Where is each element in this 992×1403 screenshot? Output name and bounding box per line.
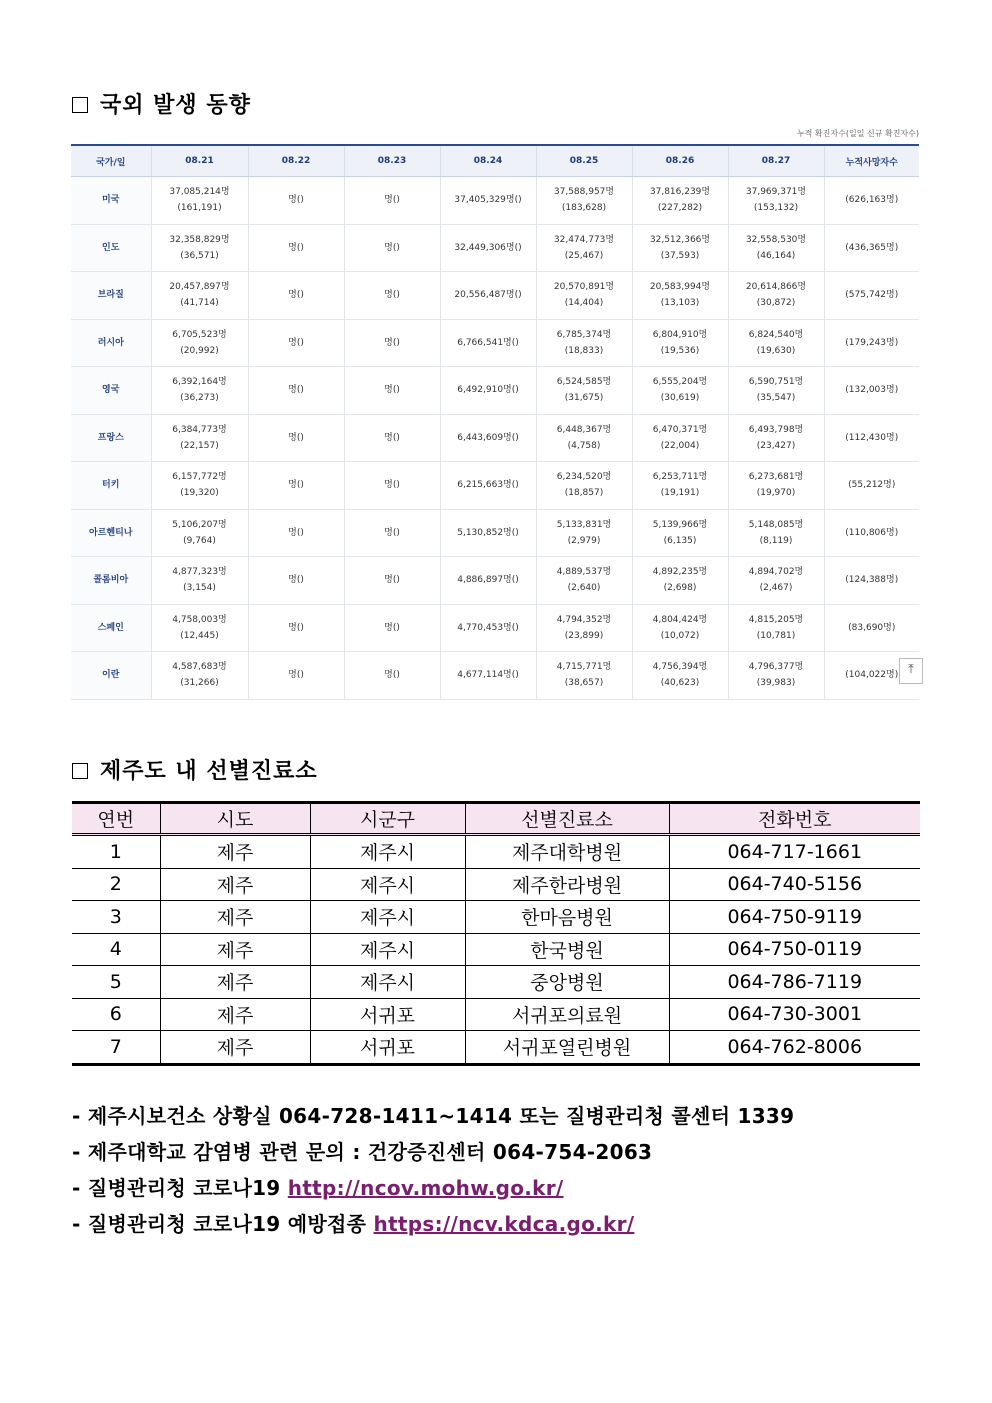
count-cell bbox=[151, 604, 248, 652]
cumulative-count: 4,894,702명 bbox=[748, 567, 804, 578]
table-cell: 5 bbox=[72, 966, 160, 999]
count-cell: 명() bbox=[344, 414, 440, 462]
daily-count: (10,781) bbox=[756, 630, 796, 641]
table-cell: 중앙병원 bbox=[465, 966, 669, 999]
daily-count: (12,445) bbox=[180, 630, 219, 641]
count-cell bbox=[728, 509, 824, 557]
cumulative-count: 4,715,771명 bbox=[556, 662, 612, 673]
cumulative-count: 6,493,798명 bbox=[748, 424, 804, 435]
count-cell: 명() bbox=[344, 604, 440, 652]
table-row bbox=[71, 414, 919, 462]
count-cell bbox=[728, 414, 824, 462]
daily-count: (25,467) bbox=[564, 250, 604, 261]
table-cell: 한마음병원 bbox=[465, 901, 669, 934]
table-row bbox=[71, 272, 919, 320]
count-cell: 4,886,897명() bbox=[440, 557, 536, 605]
country-cell: 스페인 bbox=[71, 604, 151, 652]
table-row bbox=[72, 901, 920, 934]
cumulative-count: 6,234,520명 bbox=[556, 472, 612, 483]
count-cell: 5,130,852명() bbox=[440, 509, 536, 557]
table-row bbox=[71, 652, 919, 700]
cumulative-count: 37,816,239명 bbox=[649, 187, 711, 198]
contact-link[interactable]: https://ncv.kdca.go.kr/ bbox=[373, 1212, 635, 1236]
cumulative-count: 6,804,910명 bbox=[652, 329, 708, 340]
cumulative-count: 32,358,829명 bbox=[169, 234, 230, 245]
daily-count: (31,266) bbox=[180, 678, 219, 689]
count-cell: 명() bbox=[248, 367, 344, 415]
table-cell: 064-717-1661 bbox=[669, 835, 920, 869]
table-row bbox=[71, 224, 919, 272]
daily-count: (22,004) bbox=[660, 440, 700, 451]
column-header: 전화번호 bbox=[669, 803, 920, 835]
table-cell: 1 bbox=[72, 835, 160, 869]
daily-count: (10,072) bbox=[660, 630, 700, 641]
cumulative-count: 5,133,831명 bbox=[556, 519, 612, 530]
table-cell: 제주 bbox=[160, 998, 310, 1031]
table-cell: 제주시 bbox=[310, 835, 465, 869]
count-cell: 명() bbox=[344, 319, 440, 367]
daily-count: (19,970) bbox=[756, 488, 796, 499]
daily-count: (46,164) bbox=[756, 250, 796, 261]
count-cell: 명() bbox=[344, 652, 440, 700]
count-cell bbox=[151, 414, 248, 462]
count-cell: 명() bbox=[248, 177, 344, 225]
table-row bbox=[72, 1031, 920, 1065]
count-cell bbox=[632, 557, 728, 605]
daily-count: (6,135) bbox=[663, 535, 697, 546]
cumulative-count: 4,796,377명 bbox=[748, 662, 804, 673]
count-cell: 명() bbox=[248, 272, 344, 320]
deaths-cell: (112,430명) bbox=[824, 414, 919, 462]
daily-count: (22,157) bbox=[180, 440, 219, 451]
table-cell: 서귀포의료원 bbox=[465, 998, 669, 1031]
daily-count: (2,979) bbox=[567, 535, 601, 546]
overseas-section-title bbox=[72, 88, 251, 119]
cumulative-count: 37,588,957명 bbox=[553, 187, 615, 198]
table-row bbox=[71, 557, 919, 605]
deaths-cell: (110,806명) bbox=[824, 509, 919, 557]
contact-list bbox=[72, 1101, 794, 1245]
count-cell bbox=[728, 367, 824, 415]
daily-count: (183,628) bbox=[561, 203, 607, 214]
count-cell bbox=[728, 319, 824, 367]
contact-line bbox=[72, 1173, 794, 1209]
cumulative-count: 20,570,891명 bbox=[553, 282, 615, 293]
count-cell bbox=[536, 604, 632, 652]
count-cell bbox=[536, 367, 632, 415]
cumulative-count: 5,106,207명 bbox=[172, 519, 227, 530]
count-cell: 명() bbox=[344, 272, 440, 320]
table-row bbox=[72, 966, 920, 999]
cumulative-count: 37,969,371명 bbox=[745, 187, 807, 198]
country-cell: 콜롬비아 bbox=[71, 557, 151, 605]
country-cell: 러시아 bbox=[71, 319, 151, 367]
contact-text: - 제주대학교 감염병 관련 문의 : 건강증진센터 064-754-2063 bbox=[72, 1140, 653, 1164]
country-cell: 프랑스 bbox=[71, 414, 151, 462]
count-cell bbox=[151, 462, 248, 510]
contact-line bbox=[72, 1137, 794, 1173]
table-cell: 제주한라병원 bbox=[465, 868, 669, 901]
deaths-cell: (83,690명) bbox=[824, 604, 919, 652]
count-cell: 명() bbox=[248, 652, 344, 700]
cumulative-count: 20,457,897명 bbox=[169, 282, 230, 293]
cumulative-count: 4,815,205명 bbox=[748, 614, 804, 625]
count-cell: 명() bbox=[344, 367, 440, 415]
square-bullet-icon bbox=[72, 97, 88, 113]
table-cell: 064-750-0119 bbox=[669, 933, 920, 966]
table-cell: 4 bbox=[72, 933, 160, 966]
table-cell: 서귀포 bbox=[310, 998, 465, 1031]
cumulative-count: 6,392,164명 bbox=[172, 377, 227, 388]
table-row bbox=[71, 604, 919, 652]
count-cell bbox=[536, 177, 632, 225]
count-cell: 명() bbox=[344, 509, 440, 557]
cumulative-count: 6,273,681명 bbox=[748, 472, 804, 483]
table-row bbox=[72, 998, 920, 1031]
count-cell bbox=[632, 414, 728, 462]
daily-count: (18,857) bbox=[564, 488, 604, 499]
daily-count: (13,103) bbox=[660, 298, 700, 309]
count-cell bbox=[536, 462, 632, 510]
deaths-cell: (104,022명) bbox=[824, 652, 919, 700]
table-row bbox=[71, 177, 919, 225]
count-cell bbox=[151, 367, 248, 415]
table-cell: 제주시 bbox=[310, 901, 465, 934]
table-row bbox=[72, 868, 920, 901]
count-cell: 20,556,487명() bbox=[440, 272, 536, 320]
count-cell: 명() bbox=[248, 557, 344, 605]
count-cell: 명() bbox=[248, 509, 344, 557]
count-cell: 명() bbox=[344, 557, 440, 605]
column-header: 시도 bbox=[160, 803, 310, 835]
count-cell bbox=[728, 462, 824, 510]
table-row bbox=[71, 319, 919, 367]
daily-count: (19,536) bbox=[660, 345, 700, 356]
count-cell bbox=[536, 509, 632, 557]
country-cell: 인도 bbox=[71, 224, 151, 272]
cumulative-count: 6,705,523명 bbox=[172, 329, 227, 340]
table-cell: 서귀포열린병원 bbox=[465, 1031, 669, 1065]
cumulative-count: 4,758,003명 bbox=[172, 614, 227, 625]
daily-count: (31,675) bbox=[564, 393, 604, 404]
cumulative-count: 4,587,683명 bbox=[172, 662, 227, 673]
count-cell: 명() bbox=[248, 414, 344, 462]
cumulative-count: 6,448,367명 bbox=[556, 424, 612, 435]
cumulative-count: 4,756,394명 bbox=[652, 662, 708, 673]
daily-count: (37,593) bbox=[660, 250, 700, 261]
daily-count: (2,467) bbox=[759, 583, 793, 594]
overseas-title-text: 국외 발생 동향 bbox=[100, 93, 251, 118]
count-cell bbox=[728, 224, 824, 272]
cumulative-count: 32,474,773명 bbox=[553, 234, 615, 245]
cumulative-count: 20,614,866명 bbox=[745, 282, 807, 293]
daily-count: (2,698) bbox=[663, 583, 697, 594]
count-cell: 명() bbox=[344, 462, 440, 510]
daily-count: (2,640) bbox=[567, 583, 601, 594]
count-cell bbox=[728, 177, 824, 225]
table-cell: 한국병원 bbox=[465, 933, 669, 966]
table-cell: 제주시 bbox=[310, 966, 465, 999]
daily-count: (40,623) bbox=[660, 678, 700, 689]
cumulative-count: 6,524,585명 bbox=[556, 377, 612, 388]
square-bullet-icon bbox=[72, 763, 88, 779]
count-cell: 명() bbox=[344, 224, 440, 272]
count-cell bbox=[632, 224, 728, 272]
cumulative-count: 6,785,374명 bbox=[556, 329, 612, 340]
contact-line bbox=[72, 1101, 794, 1137]
overseas-table bbox=[71, 144, 919, 700]
count-cell bbox=[728, 272, 824, 320]
daily-count: (227,282) bbox=[657, 203, 703, 214]
count-cell: 6,492,910명() bbox=[440, 367, 536, 415]
daily-count: (20,992) bbox=[180, 345, 219, 356]
count-cell: 명() bbox=[344, 177, 440, 225]
column-header: 08.21 bbox=[151, 145, 248, 177]
count-cell bbox=[151, 224, 248, 272]
deaths-cell: (124,388명) bbox=[824, 557, 919, 605]
table-cell: 제주대학병원 bbox=[465, 835, 669, 869]
daily-count: (41,714) bbox=[180, 298, 219, 309]
count-cell: 6,443,609명() bbox=[440, 414, 536, 462]
cumulative-count: 20,583,994명 bbox=[649, 282, 711, 293]
count-cell bbox=[632, 177, 728, 225]
table-cell: 064-750-9119 bbox=[669, 901, 920, 934]
country-cell: 브라질 bbox=[71, 272, 151, 320]
table-cell: 064-786-7119 bbox=[669, 966, 920, 999]
daily-count: (23,427) bbox=[756, 440, 796, 451]
table-cell: 제주 bbox=[160, 901, 310, 934]
column-header: 08.24 bbox=[440, 145, 536, 177]
column-header: 선별진료소 bbox=[465, 803, 669, 835]
count-cell bbox=[728, 604, 824, 652]
count-cell: 명() bbox=[248, 462, 344, 510]
clinic-title-text: 제주도 내 선별진료소 bbox=[100, 759, 318, 784]
count-cell: 6,766,541명() bbox=[440, 319, 536, 367]
table-row bbox=[71, 462, 919, 510]
daily-count: (36,571) bbox=[180, 250, 219, 261]
table-row bbox=[71, 509, 919, 557]
table-row bbox=[72, 933, 920, 966]
cumulative-count: 6,590,751명 bbox=[748, 377, 804, 388]
count-cell bbox=[151, 177, 248, 225]
cumulative-count: 5,148,085명 bbox=[748, 519, 804, 530]
cumulative-count: 4,877,323명 bbox=[172, 567, 227, 578]
table-cell: 064-740-5156 bbox=[669, 868, 920, 901]
cumulative-count: 4,892,235명 bbox=[652, 567, 708, 578]
country-cell: 터키 bbox=[71, 462, 151, 510]
daily-count: (19,320) bbox=[180, 488, 219, 499]
count-cell bbox=[632, 319, 728, 367]
country-cell: 영국 bbox=[71, 367, 151, 415]
table-cell: 제주 bbox=[160, 1031, 310, 1065]
contact-text: - 제주시보건소 상황실 064-728-1411~1414 또는 질병관리청 콜센터 1339 bbox=[72, 1104, 795, 1128]
column-header: 08.22 bbox=[248, 145, 344, 177]
daily-count: (23,899) bbox=[564, 630, 604, 641]
clinic-table bbox=[72, 801, 920, 1066]
count-cell bbox=[536, 272, 632, 320]
cumulative-count: 32,558,530명 bbox=[745, 234, 807, 245]
daily-count: (36,273) bbox=[180, 393, 219, 404]
count-cell bbox=[151, 272, 248, 320]
column-header: 08.25 bbox=[536, 145, 632, 177]
count-cell bbox=[151, 652, 248, 700]
count-cell: 37,405,329명() bbox=[440, 177, 536, 225]
table-note: 누적 확진자수(일일 신규 확진자수) bbox=[796, 129, 919, 138]
daily-count: (19,630) bbox=[756, 345, 796, 356]
count-cell bbox=[632, 509, 728, 557]
column-header: 08.26 bbox=[632, 145, 728, 177]
cumulative-count: 6,555,204명 bbox=[652, 377, 708, 388]
daily-count: (38,657) bbox=[564, 678, 604, 689]
daily-count: (8,119) bbox=[759, 535, 793, 546]
cumulative-count: 6,824,540명 bbox=[748, 329, 804, 340]
contact-text: - 질병관리청 코로나19 예방접종 bbox=[72, 1212, 374, 1236]
deaths-cell: (575,742명) bbox=[824, 272, 919, 320]
column-header: 누적사망자수 bbox=[824, 145, 919, 177]
cumulative-count: 6,470,371명 bbox=[652, 424, 708, 435]
count-cell: 4,677,114명() bbox=[440, 652, 536, 700]
count-cell bbox=[632, 652, 728, 700]
cumulative-count: 37,085,214명 bbox=[169, 187, 230, 198]
table-cell: 제주 bbox=[160, 933, 310, 966]
table-row bbox=[72, 835, 920, 869]
daily-count: (30,619) bbox=[660, 393, 700, 404]
cumulative-count: 4,889,537명 bbox=[556, 567, 612, 578]
table-cell: 6 bbox=[72, 998, 160, 1031]
daily-count: (39,983) bbox=[756, 678, 796, 689]
column-header: 시군구 bbox=[310, 803, 465, 835]
cumulative-count: 6,253,711명 bbox=[652, 472, 708, 483]
count-cell bbox=[728, 557, 824, 605]
count-cell: 명() bbox=[248, 224, 344, 272]
table-cell: 064-762-8006 bbox=[669, 1031, 920, 1065]
daily-count: (35,547) bbox=[756, 393, 796, 404]
country-cell: 이란 bbox=[71, 652, 151, 700]
table-cell: 3 bbox=[72, 901, 160, 934]
deaths-cell: (55,212명) bbox=[824, 462, 919, 510]
count-cell bbox=[632, 462, 728, 510]
count-cell bbox=[536, 414, 632, 462]
deaths-cell: (626,163명) bbox=[824, 177, 919, 225]
count-cell bbox=[536, 652, 632, 700]
count-cell bbox=[728, 652, 824, 700]
daily-count: (161,191) bbox=[177, 203, 222, 214]
table-cell: 2 bbox=[72, 868, 160, 901]
table-cell: 7 bbox=[72, 1031, 160, 1065]
deaths-cell: (132,003명) bbox=[824, 367, 919, 415]
cumulative-count: 4,794,352명 bbox=[556, 614, 612, 625]
count-cell: 4,770,453명() bbox=[440, 604, 536, 652]
column-header: 연번 bbox=[72, 803, 160, 835]
daily-count: (9,764) bbox=[183, 535, 216, 546]
daily-count: (14,404) bbox=[564, 298, 604, 309]
count-cell bbox=[536, 319, 632, 367]
contact-line bbox=[72, 1209, 794, 1245]
count-cell bbox=[151, 509, 248, 557]
table-cell: 064-730-3001 bbox=[669, 998, 920, 1031]
count-cell bbox=[632, 604, 728, 652]
count-cell bbox=[151, 557, 248, 605]
count-cell bbox=[632, 272, 728, 320]
count-cell: 명() bbox=[248, 604, 344, 652]
table-cell: 제주 bbox=[160, 868, 310, 901]
cumulative-count: 32,512,366명 bbox=[649, 234, 711, 245]
deaths-cell: (436,365명) bbox=[824, 224, 919, 272]
count-cell bbox=[536, 224, 632, 272]
daily-count: (19,191) bbox=[660, 488, 700, 499]
daily-count: (3,154) bbox=[183, 583, 216, 594]
count-cell: 6,215,663명() bbox=[440, 462, 536, 510]
contact-text: - 질병관리청 코로나19 bbox=[72, 1176, 288, 1200]
column-header: 국가/일 bbox=[71, 145, 151, 177]
cumulative-count: 5,139,966명 bbox=[652, 519, 708, 530]
scroll-to-top-icon[interactable]: ⤒ bbox=[899, 658, 923, 684]
deaths-cell: (179,243명) bbox=[824, 319, 919, 367]
count-cell: 명() bbox=[248, 319, 344, 367]
count-cell bbox=[632, 367, 728, 415]
column-header: 08.23 bbox=[344, 145, 440, 177]
count-cell: 32,449,306명() bbox=[440, 224, 536, 272]
contact-link[interactable]: http://ncov.mohw.go.kr/ bbox=[287, 1176, 564, 1200]
clinic-section-title bbox=[72, 754, 318, 785]
daily-count: (153,132) bbox=[753, 203, 799, 214]
cumulative-count: 6,157,772명 bbox=[172, 472, 227, 483]
table-cell: 서귀포 bbox=[310, 1031, 465, 1065]
table-cell: 제주 bbox=[160, 966, 310, 999]
table-cell: 제주시 bbox=[310, 933, 465, 966]
count-cell bbox=[536, 557, 632, 605]
table-cell: 제주시 bbox=[310, 868, 465, 901]
daily-count: (4,758) bbox=[567, 440, 601, 451]
cumulative-count: 6,384,773명 bbox=[172, 424, 227, 435]
table-row bbox=[71, 367, 919, 415]
table-cell: 제주 bbox=[160, 835, 310, 869]
column-header: 08.27 bbox=[728, 145, 824, 177]
count-cell bbox=[151, 319, 248, 367]
daily-count: (30,872) bbox=[756, 298, 796, 309]
cumulative-count: 4,804,424명 bbox=[652, 614, 708, 625]
daily-count: (18,833) bbox=[564, 345, 604, 356]
country-cell: 아르헨티나 bbox=[71, 509, 151, 557]
country-cell: 미국 bbox=[71, 177, 151, 225]
